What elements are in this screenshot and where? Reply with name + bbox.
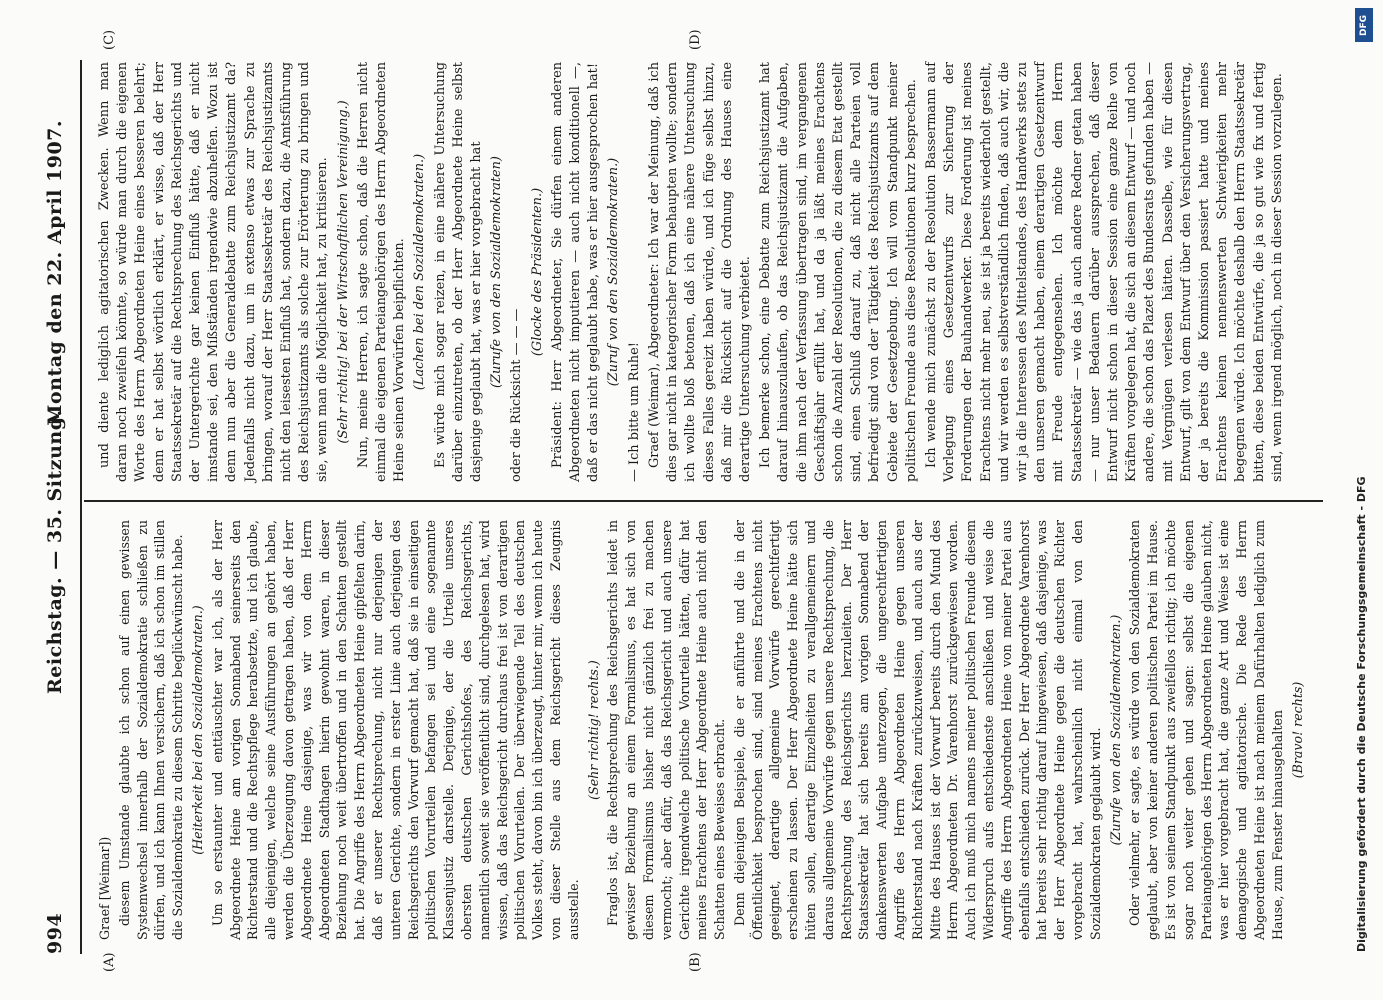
stage-direction: (Zuruf von den Sozialdemokraten.): [606, 157, 622, 387]
page-header: [40, 60, 74, 954]
left-column: [96, 520, 1308, 940]
margin-marker-d: (D): [688, 29, 703, 50]
stage-direction: (Heiterkeit bei den Sozialdemokraten.): [189, 605, 205, 855]
paragraph: und diente lediglich agitatorischen Zwecken. Wenn man daran noch zweifeln könnte, so würde man durch die eigenen Worte des Herrn Abgeordneten Heine eines besseren belehrt; denn er hat selbst wörtlich erklärt, er wisse, daß der Herr Staatssekretär auf die Rechtsprechung des Reichsgerichts und der Untergerichte gar keinen Einfluß hätte, daß er nicht imstande sei, den Mißständen irgendwie abzuhelfen. Wozu ist denn nun aber die Generaldebatte zum Reichsjustizamt da? Jedenfalls nicht dazu, um in extenso etwas zur Sprache zu bringen, worauf der Herr Staatssekretär des Reichsjustizamts nicht den leisesten Einfluß hat, sondern dazu, die Amtsführung des Reichsjustizamts als solche zur Erörterung zu bringen und sie, wenn man die Möglichkeit hat, zu kritisieren.: [97, 62, 331, 482]
stage-direction: (Glocke des Präsidenten.): [529, 187, 545, 357]
stage-direction: (Sehr richtig! rechts.): [585, 660, 601, 800]
paragraph: Präsident: Herr Abgeordneter, Sie dürfen einem anderen Abgeordneten nicht imputieren — auch nicht konditionell —, daß er das nicht geglaubt habe, was er hier ausgesprochen hat!: [549, 62, 602, 482]
column-divider: [84, 500, 1323, 502]
watermark-text: Digitalisierung gefördert durch die Deutsche Forschungsgemeinschaft - DFG: [1355, 476, 1368, 952]
paragraph: Es würde mich sogar reizen, in eine nähere Untersuchung darüber einzutreten, ob der Herr Abgeordnete Heine selbst dasjenige geglaubt hat, was er hier vorgebracht hat: [432, 62, 485, 482]
margin-marker-b: (B): [688, 952, 703, 972]
paragraph: Nun, meine Herren, ich sagte schon, daß die Herren nicht einmal die eigenen Parteiangehörigen des Herrn Abgeordneten Heine seinen Vorwürfen beipflichten.: [355, 62, 408, 482]
dfg-watermark: [1355, 0, 1377, 1000]
paragraph: — Ich bitte um Ruhe!: [626, 342, 642, 482]
paragraph: Denn diejenigen Beispiele, die er anführte und die in der Öffentlichkeit besprochen sind, sind meines Erachtens nicht geeignet, derartige allgemeine Vorwürfe gerechtfertigt erscheinen zu lassen. Der Herr Abgeordnete Heine hätte sich hüten sollen, derartige Einzelheiten zu verallgemeinern und daraus allgemeine Vorwürfe gegen unsere Rechtsprechung, die Rechtsprechung des Reichsgerichts herzuleiten. Der Herr Staatssekretär hat sich bereits am vorigen Sonnabend der dankenswerten Aufgabe unterzogen, die ungerechtfertigten Angriffe des Herrn Abgeordneten Heine gegen unseren Richterstand nach Kräften zurückzuweisen, und auch aus der Mitte des Hauses ist der Vorwurf bereits durch den Mund des Herrn Abgeordneten Dr. Varenhorst zurückgewiesen worden. Auch ich muß mich namens meiner politischen Freunde diesem Widerspruch aufs entschiedenste anschließen und weise die Angriffe des Herrn Abgeordneten Heine von meiner Partei aus ebenfalls entschieden zurück. Der Herr Abgeordnete Varenhorst hat bereits sehr richtig darauf hingewiesen, daß dasjenige, was der Herr Abgeordnete Heine gegen die deutschen Richter vorgebracht hat, wahrscheinlich nicht einmal von den Sozialdemokraten geglaubt wird.: [731, 520, 1103, 940]
paragraph: oder die Rücksicht — — —: [509, 308, 525, 482]
paragraph: Ich wende mich zunächst zu der Resolution Bassermann auf Vorlegung eines Gesetzentwurfs zur Sicherung der Forderungen der Bauhandwerker. Diese Forderung ist meines Erachtens nicht mehr neu, sie ist ja bereits wiederholt gestellt, und wir werden es selbstverständlich finden, daß auch wir, die wir ja die Interessen des Mittelstandes, des Handwerks stets zu den unseren gemacht haben, einem derartigen Gesetzentwurf mit Freude entgegensehen. Ich möchte dem Herrn Staatssekretär — wie das ja auch andere Redner getan haben — nur unser Bedauern darüber aussprechen, daß dieser Entwurf nicht schon in dieser Session eine ganze Reihe von Kräften vorgelegen hat, die sich an diesem Entwurf — und noch andere, die schon das Plazet des Bundesrats gefunden haben — mit Vergnügen verlesen hätten. Dasselbe, wie für diesen Entwurf, gilt von dem Entwurf über den Versicherungsvertrag, der ja bereits die Kommission passiert hatte und meines Erachtens keinen nennenswerten Schwierigkeiten mehr begegnen würde. Ich möchte deshalb den Herrn Staatssekretär bitten, diese beiden Entwürfe, die ja so gut wie fix und fertig sind, wenn irgend möglich, noch in dieser Session vorzulegen.: [923, 62, 1285, 482]
stage-direction: (Zurufe von den Sozialdemokraten.): [1107, 614, 1123, 846]
stage-direction: (Zurufe von den Sozialdemokraten): [489, 156, 505, 388]
paragraph: Um so erstaunter und enttäuschter war ich, als der Herr Abgeordnete Heine am vorigen Sonnabend seinerseits den Richterstand und die Rechtspflege herabsetzte, und ich glaube, alle diejenigen, welche seine Ausführungen an gehört haben, werden die Überzeugung davon getragen haben, daß der Herr Abgeordnete Heine dasjenige, was wir von dem Herrn Abgeordneten Stadthagen hierin gewohnt waren, in dieser Beziehung noch weit übertroffen und in den Schatten gestellt hat. Die Angriffe des Herrn Abgeordneten Heine gipfelten darin, daß er unserer Rechtsprechung, nicht nur derjenigen der unteren Gerichte, sondern in erster Linie auch derjenigen des Reichsgerichts den Vorwurf gemacht hat, daß sie in einseitigen politischen Vorurteilen befangen sei und eine sogenannte Klassenjustiz darstelle. Derjenige, der die Urteile unseres obersten deutschen Gerichtshofes, des Reichsgerichts, namentlich soweit sie veröffentlicht sind, durchgelesen hat, wird wissen, daß das Reichsgericht durchaus frei ist von derartigen politischen Vorurteilen. Der überwiegende Teil des deutschen Volkes steht, davon bin ich überzeugt, hinter mir, wenn ich heute von dieser Stelle aus dem Reichsgericht dieses Zeugnis ausstelle.: [209, 520, 581, 940]
dfg-logo: DFG: [1355, 8, 1373, 42]
paragraph: Graef (Weimar), Abgeordneter: Ich war der Meinung, daß ich dies gar nicht in kategorischer Form behaupten wollte; sondern ich wollte bloß betonen, daß ich eine nähere Untersuchung dieses Falles gereizt haben würde, und ich füge selbst hinzu, daß mir die Rücksicht auf die Ordnung des Hauses eine derartige Untersuchung verbietet.: [646, 62, 753, 482]
right-column: [96, 62, 1289, 482]
margin-marker-c: (C): [102, 29, 117, 50]
paragraph: Ich bemerke schon, eine Debatte zum Reichsjustizamt hat darauf hinauszulaufen, ob das Reichsjustizamt die Aufgaben, die ihm nach der Verfassung übertragen sind, im vergangenen Geschäftsjahr erfüllt hat, und da ja läßt meines Erachtens schon die Anzahl der Resolutionen, die zu diesem Etat gestellt sind, einen Schluß darauf zu, daß nicht alle Parteien voll befriedigt sind von der Tätigkeit des Reichsjustizamts auf dem Gebiete der Gesetzgebung. Ich will vom Standpunkt meiner politischen Freunde aus diese Resolutionen kurz besprechen.: [758, 62, 919, 482]
stage-direction: (Sehr richtig! bei der Wirtschaftlichen Vereinigung.): [335, 100, 351, 444]
page-number: 994: [44, 912, 66, 954]
paragraph: Fraglos ist, die Rechtsprechung des Reichsgerichts leidet in gewisser Beziehung an einem Formalismus, es hat sich von diesem Formalismus bisher nicht gänzlich frei zu machen vermocht; aber dafür, daß das Reichsgericht und auch unsere Gerichte irgendwelche politische Vorurteile hätten, dafür hat meines Erachtens der Herr Abgeordnete Heine auch nicht den Schatten eines Beweises erbracht.: [605, 520, 728, 940]
speaker-label: Graef [Weimar]): [97, 836, 112, 940]
stage-direction: (Bravo! rechts): [1289, 681, 1305, 779]
paragraph: Oder vielmehr, er sagte, es würde von den Sozialdemokraten geglaubt, aber von keiner anderen politischen Partei im Hause. Es ist von seinem Standpunkt aus zweifellos richtig; ich möchte sogar noch weiter gehen und sagen: selbst die eigenen Parteiangehörigen des Herrn Abgeordneten Heine glauben nicht, was er hier vorgebracht hat, die ganze Art und Weise ist eine demagogische und agitatorische. Die Rede des Herrn Abgeordneten Heine ist nach meinem Dafürhalten lediglich zum Hause, zum Fenster hinausgehalten: [1127, 520, 1285, 940]
margin-marker-a: (A): [102, 952, 117, 972]
session-title: Reichstag. — 35. Sitzung.: [44, 409, 66, 694]
paragraph: diesem Umstande glaubte ich schon auf einen gewissen Systemwechsel innerhalb der Sozialdemokratie schließen zu dürfen, und ich kann Ihnen versichern, daß ich schon im stillen die Sozialdemokratie zu diesem Schritte beglückwünscht habe.: [116, 520, 186, 940]
header-rule: [80, 60, 82, 954]
stage-direction: (Lachen bei den Sozialdemokraten.): [412, 153, 428, 391]
session-date: Montag den 22. April 1907.: [44, 120, 66, 426]
